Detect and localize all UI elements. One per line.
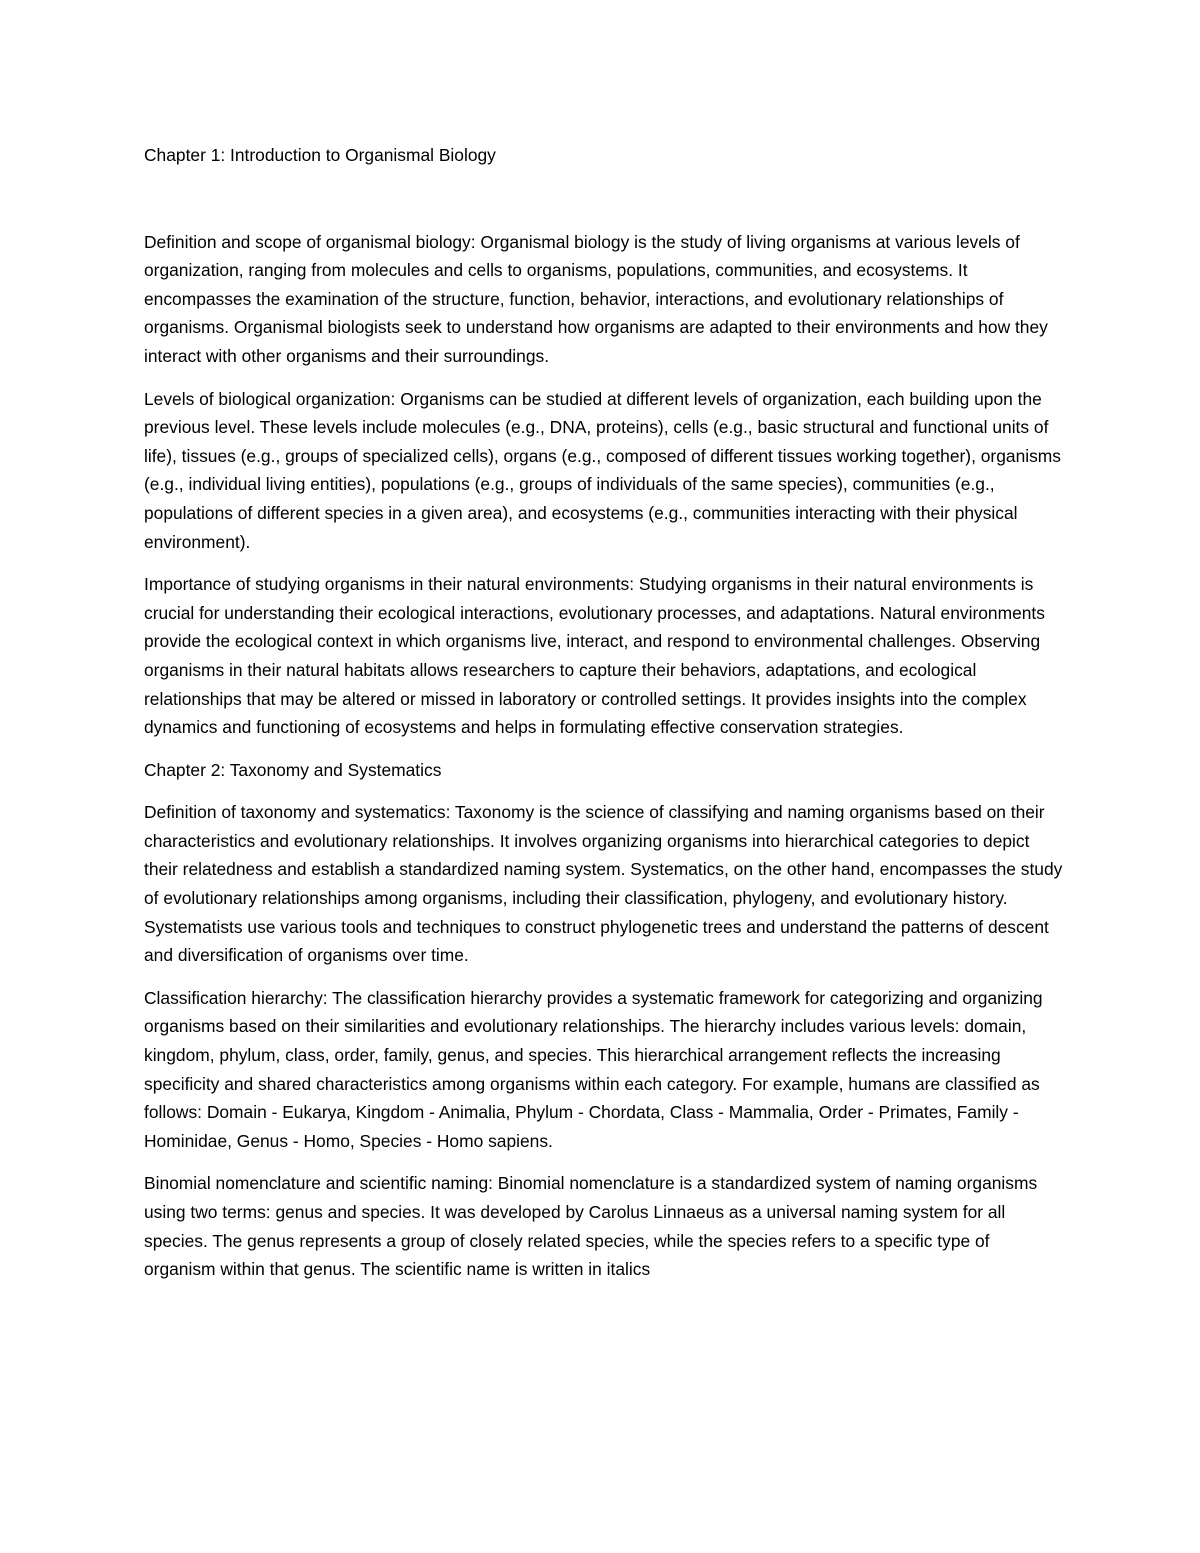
paragraph-levels-of-organization: Levels of biological organization: Organisms can be studied at different levels of organization, each building upon the previous level. These levels include molecules (e.g., DNA, proteins), cells (e.g., basic structural and functional units of life), tissues (e.g., groups of specialized cells), organs (e.g., composed of different tissues working together), organisms (e.g., individual living entities), populations (e.g., groups of individuals of the same species), communities (e.g., populations of different species in a given area), and ecosystems (e.g., communities interacting with their physical environment). [144,388,1061,552]
chapter-1-heading: Chapter 1: Introduction to Organismal Biology [144,145,496,165]
paragraph-organismal-biology-definition: Definition and scope of organismal biology: Organismal biology is the study of living organisms at various levels of organization, ranging from molecules and cells to organisms, populations, communities, and ecosystems. It encompasses the examination of the structure, function, behavior, interactions, and evolutionary relationships of organisms. Organismal biologists seek to understand how organisms are adapted to their environments and how they interact with other organisms and their surroundings. [144,231,1048,366]
document-body [144,141,1064,1298]
paragraph-classification-hierarchy: Classification hierarchy: The classification hierarchy provides a systematic framework for categorizing and organizing organisms based on their similarities and evolutionary relationships. The hierarchy includes various levels: domain, kingdom, phylum, class, order, family, genus, and species. This hierarchical arrangement reflects the increasing specificity and shared characteristics among organisms within each category. For example, humans are classified as follows: Domain - Eukarya, Kingdom - Animalia, Phylum - Chordata, Class - Mammalia, Order - Primates, Family - Hominidae, Genus - Homo, Species - Homo sapiens. [144,987,1043,1151]
chapter-2-heading: Chapter 2: Taxonomy and Systematics [144,759,442,780]
paragraph-binomial-nomenclature: Binomial nomenclature and scientific naming: Binomial nomenclature is a standardized system of naming organisms using two terms: genus and species. It was developed by Carolus Linnaeus as a universal naming system for all species. The genus represents a group of closely related species, while the species refers to a specific type of organism within that genus. The scientific name is written in italics [144,1173,1038,1280]
paragraph-natural-environments: Importance of studying organisms in their natural environments: Studying organisms in their natural environments is crucial for understanding their ecological interactions, evolutionary processes, and adaptations. Natural environments provide the ecological context in which organisms live, interact, and respond to environmental challenges. Observing organisms in their natural habitats allows researchers to capture their behaviors, adaptations, and ecological relationships that may be altered or missed in laboratory or controlled settings. It provides insights into the complex dynamics and functioning of ecosystems and helps in formulating effective conservation strategies. [144,574,1045,738]
paragraph-taxonomy-definition: Definition of taxonomy and systematics: Taxonomy is the science of classifying and naming organisms based on their characteristics and evolutionary relationships. It involves organizing organisms into hierarchical categories to depict their relatedness and establish a standardized naming system. Systematics, on the other hand, encompasses the study of evolutionary relationships among organisms, including their classification, phylogeny, and evolutionary history. Systematists use various tools and techniques to construct phylogenetic trees and understand the patterns of descent and diversification of organisms over time. [144,802,1063,966]
